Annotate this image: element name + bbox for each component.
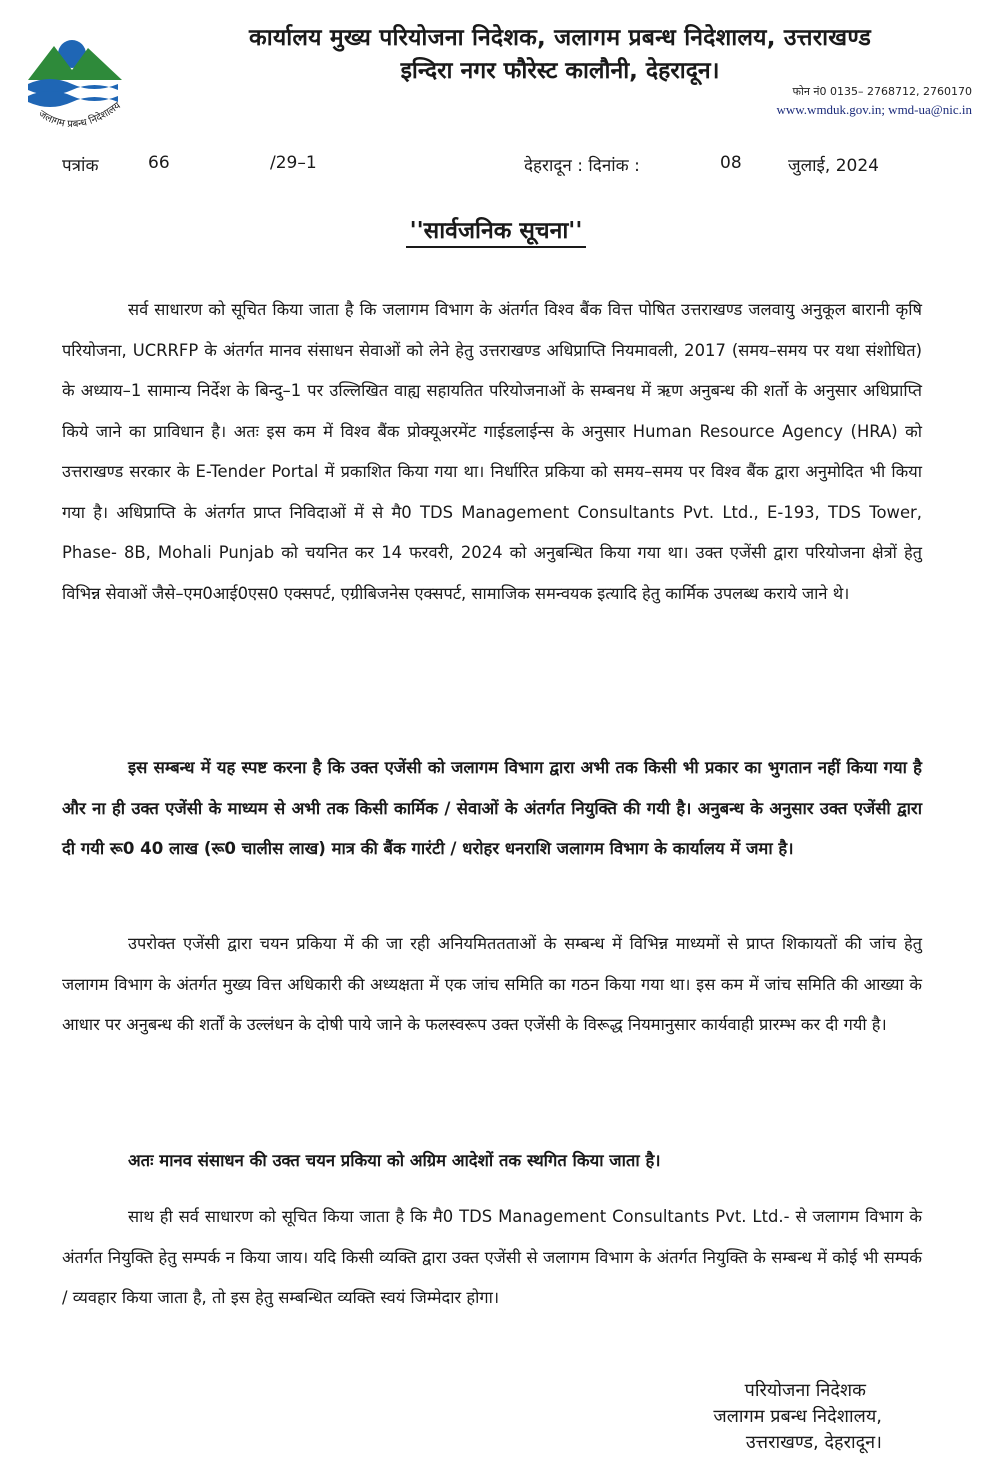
date-month-year: जुलाई, 2024 [788,156,879,176]
paragraph-5: साथ ही सर्व साधारण को सूचित किया जाता है कि मै0 TDS Management Consultants Pvt. Ltd.- से जलागम विभाग के अंतर्गत नियुक्ति हेतु सम्पर्क न किया जाय। यदि किसी व्यक्ति द्वारा उक्त एजेंसी से जलागम विभाग के अंतर्गत नियुक्ति के सम्बन्ध में कोई भी सम्पर्क / व्यवहार किया जाता है, तो इस हेतु सम्बन्धित व्यक्ति स्वयं जिम्मेदार होगा। [62,1207,922,1307]
department-logo [22,18,132,136]
office-address-line2: इन्दिरा नगर फौरेस्ट कालौनी, देहरादून। [400,58,720,84]
place-date-label: देहरादून : दिनांक : [524,156,640,176]
date-day: 08 [720,153,742,173]
paragraph-1: सर्व साधारण को सूचित किया जाता है कि जलागम विभाग के अंतर्गत विश्व बैंक वित्त पोषित उत्तराखण्ड जलवायु अनुकूल बारानी कृषि परियोजना, UCRRFP के अंतर्गत मानव संसाधन सेवाओं को लेने हेतु उत्तराखण्ड अधिप्राप्ति नियमावली, 2017 (समय–समय पर यथा संशोधित) के अध्याय–1 सामान्य निर्देश के बिन्दु–1 पर उल्लिखित वाह्य सहायतित परियोजनाओं के सम्बनध में ऋण अनुबन्ध की शर्तो के अनुसार अधिप्राप्ति किये जाने का प्राविधान है। अतः इस कम में विश्व बैंक प्रोक्यूअरमेंट गाईडलाईन्स के अनुसार Human Resource Agency (HRA) को उत्तराखण्ड सरकार के E-Tender Portal में प्रकाशित किया गया था। निर्धारित प्रकिया को समय–समय पर विश्व बैंक द्वारा अनुमोदित भी किया गया है। अधिप्राप्ति के अंतर्गत प्राप्त निविदाओं में से मै0 TDS Management Consultants Pvt. Ltd., E-193, TDS Tower, Phase- 8B, Mohali Punjab को चयनित कर 14 फरवरी, 2024 को अनुबन्धित किया गया था। उक्त एजेंसी द्वारा परियोजना क्षेत्रों हेतु विभिन्न सेवाओं जैसे–एम0आई0एस0 एक्सपर्ट, एग्रीबिजनेस एक्सपर्ट, सामाजिक समन्वयक इत्यादि हेतु कार्मिक उपलब्ध कराये जाने थे। [62,300,922,603]
logo-caption: जलागम प्रबन्ध निदेशालय [36,100,123,131]
letter-number: 66 [148,153,170,173]
signatory-location: उत्तराखण्ड, देहरादून। [745,1432,882,1453]
signatory-title: परियोजना निदेशक [744,1380,866,1401]
notice-title: ''सार्वजनिक सूचना'' [406,213,587,248]
notice-title-container [0,213,992,248]
letter-number-suffix: /29–1 [270,153,317,173]
paragraph-2: इस सम्बन्ध में यह स्पष्ट करना है कि उक्त एजेंसी को जलागम विभाग द्वारा अभी तक किसी भी प्रकार का भुगतान नहीं किया गया है और ना ही उक्त एजेंसी के माध्यम से अभी तक किसी कार्मिक / सेवाओं के अंतर्गत नियुक्ति की गयी है। अनुबन्ध के अनुसार उक्त एजेंसी द्वारा दी गयी रू0 40 लाख (रू0 चालीस लाख) मात्र की बैंक गारंटी / धरोहर धनराशि जलागम विभाग के कार्यालय में जमा है। [62,758,922,858]
website-email: www.wmduk.gov.in; wmd-ua@nic.in [776,102,972,117]
paragraph-3: उपरोक्त एजेंसी द्वारा चयन प्रकिया में की जा रही अनियमिततताओं के सम्बन्ध में विभिन्न माध्यमों से प्राप्त शिकायतों की जांच हेतु जलागम विभाग के अंतर्गत मुख्य वित्त अधिकारी की अध्यक्षता में एक जांच समिति का गठन किया गया था। इस कम में जांच समिति की आख्या के आधार पर अनुबन्ध की शर्तों के उल्लंधन के दोषी पाये जाने के फलस्वरूप उक्त एजेंसी के विरूद्ध नियमानुसार कार्यवाही प्रारम्भ कर दी गयी है। [62,934,922,1034]
signature-block [713,1378,882,1456]
phone-number: फोन नं0 0135– 2768712, 2760170 [792,85,972,98]
signatory-office: जलागम प्रबन्ध निदेशालय, [713,1406,882,1427]
contact-block [776,84,972,118]
office-name-line1: कार्यालय मुख्य परियोजना निदेशक, जलागम प्रबन्ध निदेशालय, उत्तराखण्ड [249,25,871,51]
paragraph-4: अतः मानव संसाधन की उक्त चयन प्रकिया को अग्रिम आदेशों तक स्थगित किया जाता है। [128,1151,661,1170]
watershed-emblem-icon [22,18,132,136]
letter-number-label: पत्रांक [62,156,99,176]
